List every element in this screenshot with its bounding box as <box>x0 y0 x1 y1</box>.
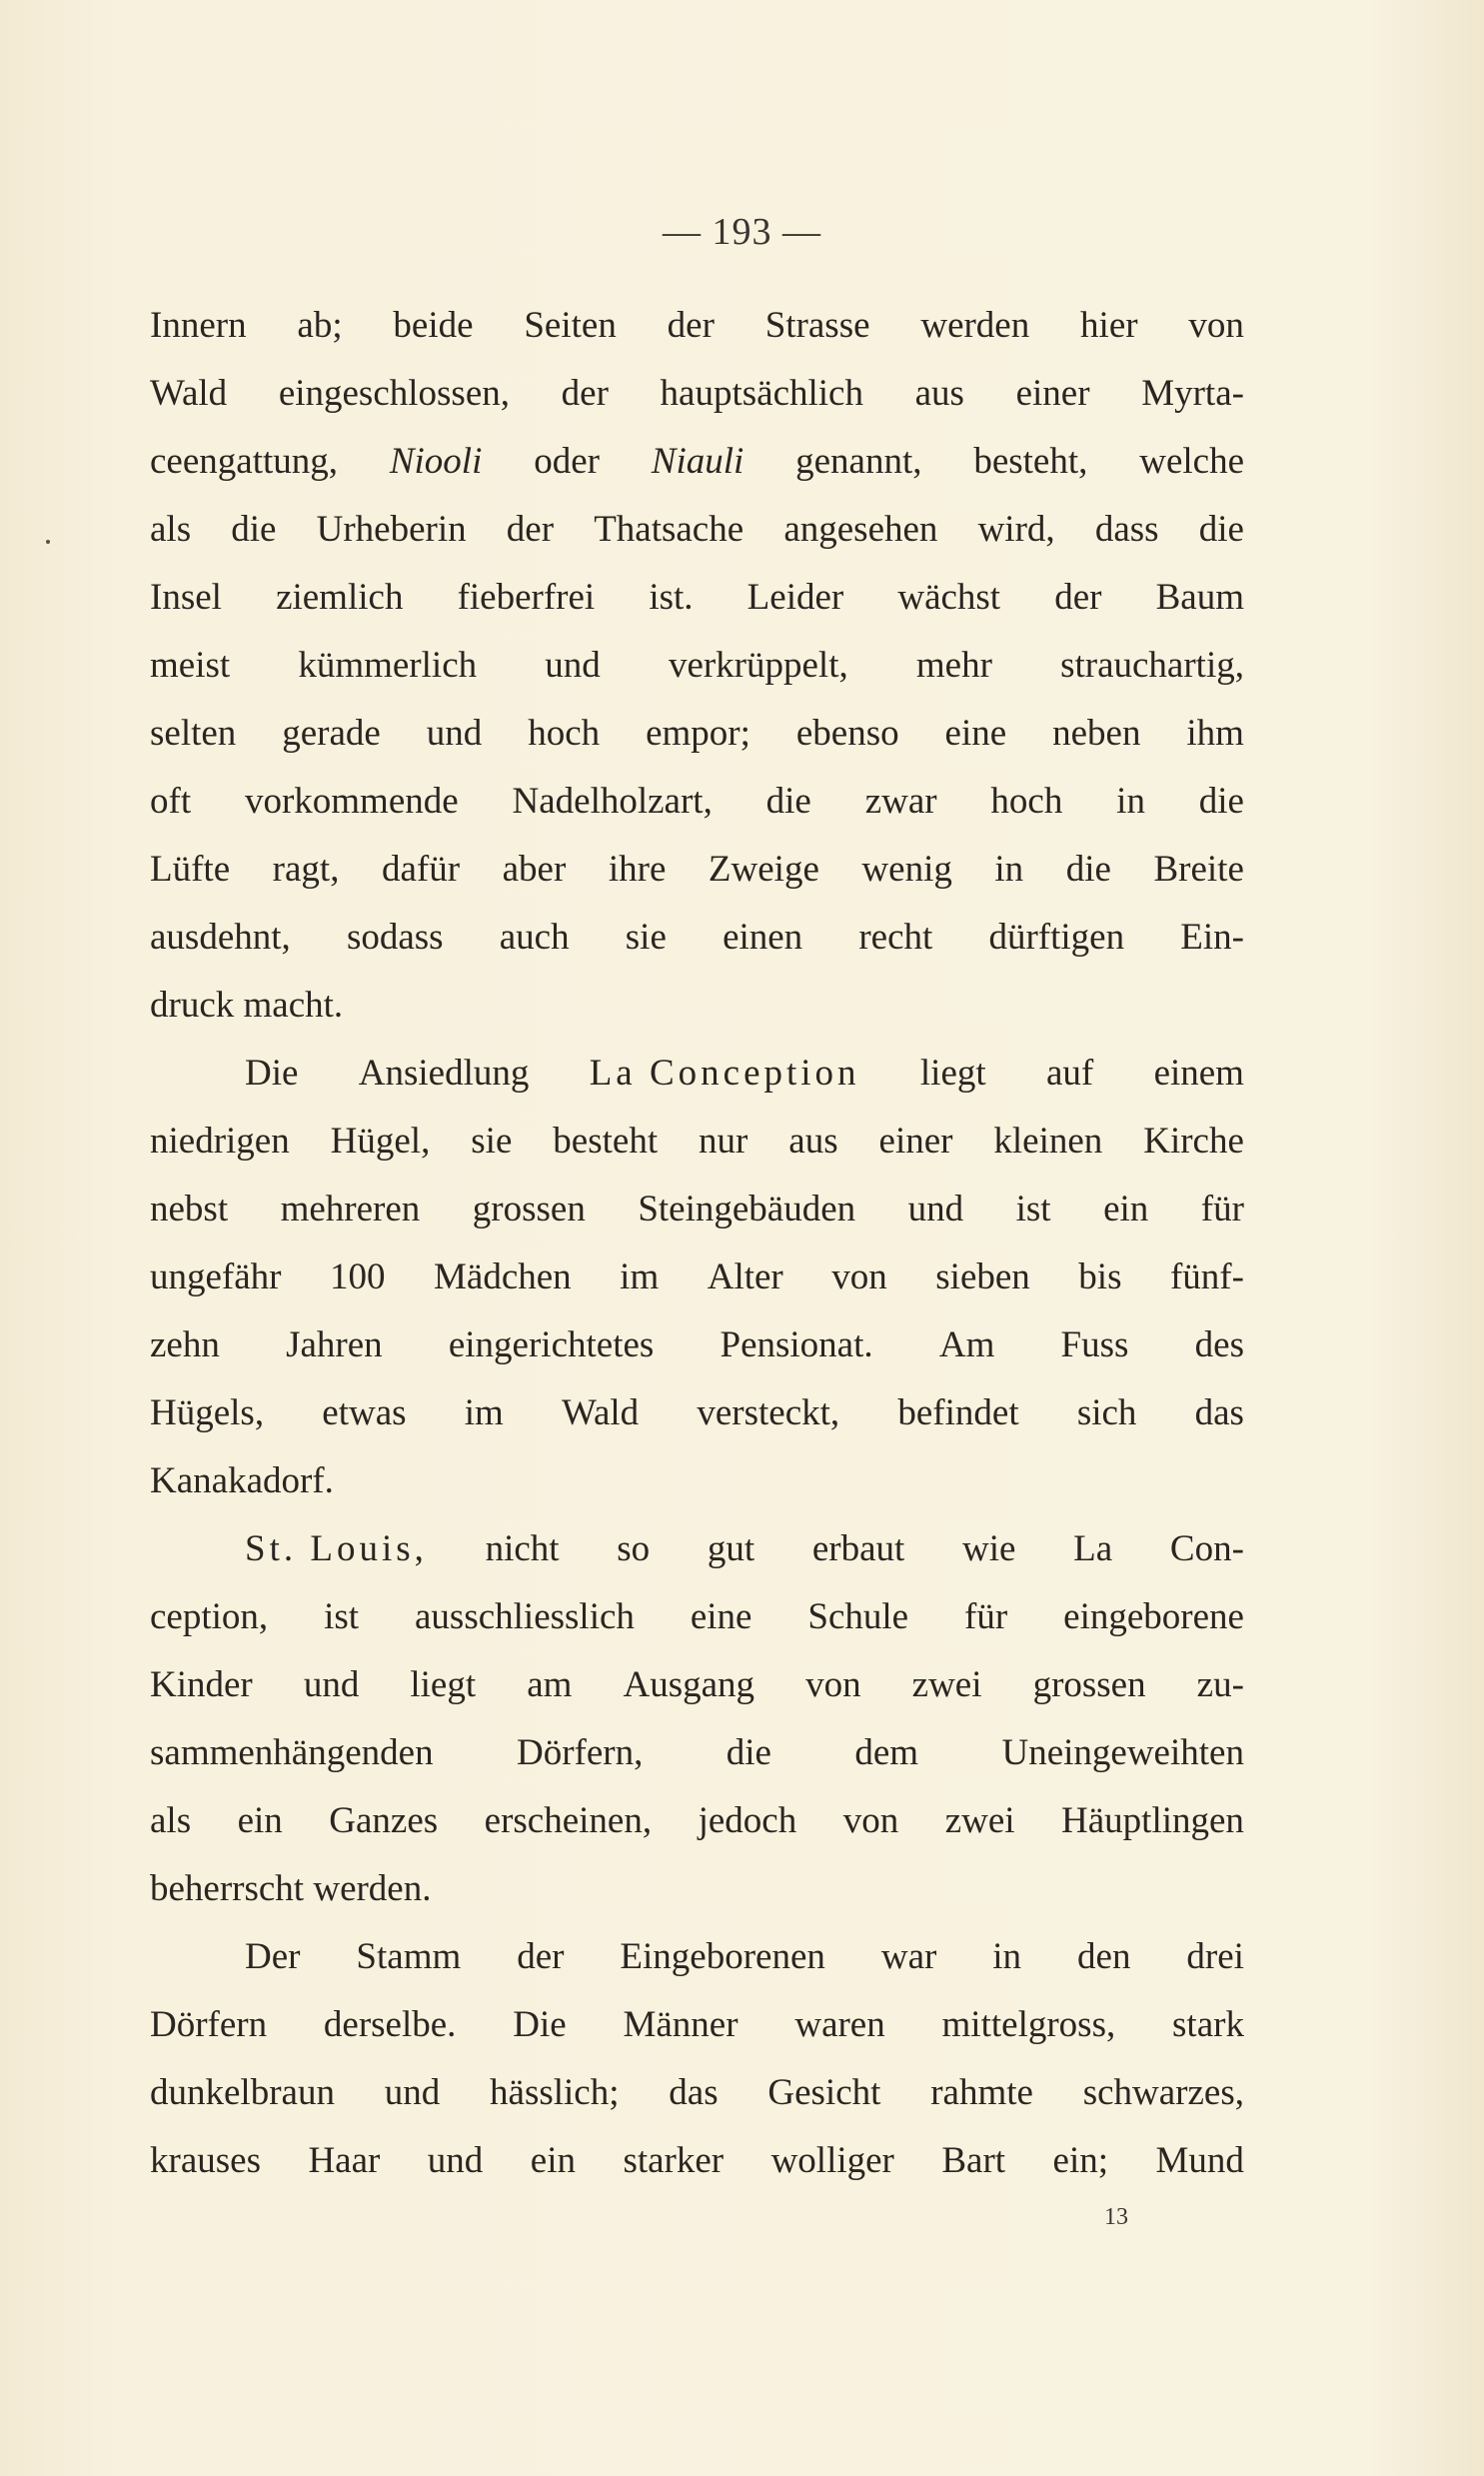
text-line: Dörfern derselbe. Die Männer waren mittelgross, stark <box>150 2004 1244 2045</box>
spaced-name: La Conception <box>589 1053 860 1094</box>
text-line: Innern ab; beide Seiten der Strasse werden hier von <box>150 305 1244 346</box>
italic-term: Niooli <box>389 441 483 482</box>
text-line: Hügels, etwas im Wald versteckt, befindet sich das <box>150 1392 1244 1433</box>
text-line: krauses Haar und ein starker wolliger Bart ein; Mund <box>150 2140 1244 2181</box>
text-line: als ein Ganzes erscheinen, jedoch von zwei Häuptlingen <box>150 1800 1244 1841</box>
text-line: dunkelbraun und hässlich; das Gesicht rahmte schwarzes, <box>150 2072 1244 2113</box>
text-line: Kanakadorf. <box>150 1460 334 1501</box>
text-line: nebst mehreren grossen Steingebäuden und ist ein für <box>150 1189 1244 1230</box>
text-line: meist kümmerlich und verkrüppelt, mehr strauchartig, <box>150 645 1244 686</box>
italic-term: Niauli <box>651 441 744 482</box>
text-line: Insel ziemlich fieberfrei ist. Leider wächst der Baum <box>150 577 1244 618</box>
text-line: druck macht. <box>150 985 344 1026</box>
text-line: St. Louis, nicht so gut erbaut wie La Con- <box>150 1515 1244 1583</box>
text-line: ception, ist ausschliesslich eine Schule für eingeborene <box>150 1596 1244 1637</box>
text-line: Wald eingeschlossen, der hauptsächlich aus einer Myrta- <box>150 373 1244 414</box>
text-line: Lüfte ragt, dafür aber ihre Zweige wenig in die Breite <box>150 849 1244 890</box>
text-line: als die Urheberin der Thatsache angesehen wird, dass die <box>150 509 1244 550</box>
margin-speck <box>46 540 50 544</box>
text-line: Kinder und liegt am Ausgang von zwei grossen zu- <box>150 1664 1244 1705</box>
text-line: Die Ansiedlung La Conception liegt auf einem <box>150 1040 1244 1108</box>
text-line: ausdehnt, sodass auch sie einen recht dürftigen Ein- <box>150 917 1244 958</box>
text-line: beherrscht werden. <box>150 1868 432 1909</box>
text-line: zehn Jahren eingerichtetes Pensionat. Am Fuss des <box>150 1324 1244 1365</box>
text-line: selten gerade und hoch empor; ebenso eine neben ihm <box>150 713 1244 754</box>
text-line: ceengattung, Niooli oder Niauli genannt, besteht, welche <box>150 428 1244 496</box>
signature-mark: 13 <box>1104 2204 1128 2230</box>
body-text <box>150 292 1244 2195</box>
text-line: Der Stamm der Eingeborenen war in den drei <box>245 1936 1244 1977</box>
text-line: ungefähr 100 Mädchen im Alter von sieben bis fünf- <box>150 1256 1244 1297</box>
page-number: — 193 — <box>663 211 821 253</box>
text-line: oft vorkommende Nadelholzart, die zwar hoch in die <box>150 781 1244 822</box>
text-line: sammenhängenden Dörfern, die dem Uneingeweihten <box>150 1732 1244 1773</box>
text-line: niedrigen Hügel, sie besteht nur aus einer kleinen Kirche <box>150 1121 1244 1162</box>
spaced-name: St. Louis, <box>245 1528 428 1569</box>
